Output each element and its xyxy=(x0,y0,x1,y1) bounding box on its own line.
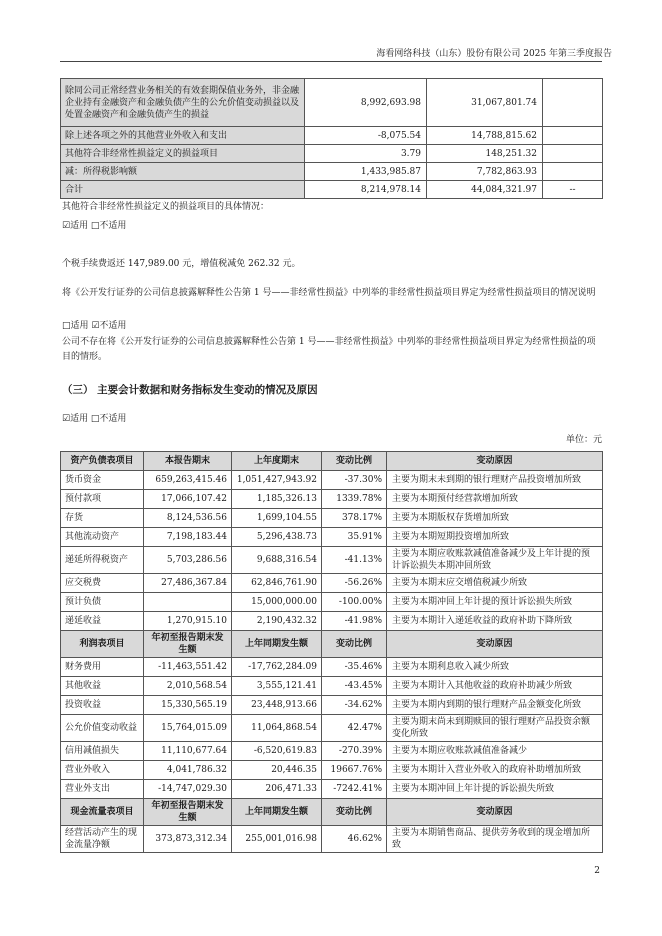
current-value xyxy=(144,593,232,612)
note xyxy=(543,163,603,181)
recurring-items-detail: 公司不存在将《公开发行证券的公司信息披露解释性公告第 1 号——非经常性损益》中列举的非经常性损益项目界定为经常性损益的项目的情形。 xyxy=(62,337,596,362)
page-number: 2 xyxy=(594,866,600,876)
prior-value: 1,185,326.13 xyxy=(232,490,322,509)
table-row xyxy=(61,490,603,509)
item: 存货 xyxy=(61,509,144,528)
table-row xyxy=(61,528,603,547)
page-header: 海看网络科技（山东）股份有限公司 2025 年第三季度报告 xyxy=(376,49,612,59)
ytd-value: 31,067,801.74 xyxy=(427,79,543,127)
non-recurring-table xyxy=(60,78,603,199)
current-value: 1,270,915.10 xyxy=(144,612,232,631)
other-items-applicable-choice: ☑适用 □不适用 xyxy=(62,221,127,231)
reason: 主要为本期应收账款减值准备减少 xyxy=(387,742,603,761)
change-pct: 19667.76% xyxy=(322,761,387,780)
item: 其他收益 xyxy=(61,677,144,696)
other-items-detail: 个税手续费返还 147,989.00 元，增值税减免 262.32 元。 xyxy=(62,259,301,269)
item: 货币资金 xyxy=(61,471,144,490)
prior-value: 3,555,121.41 xyxy=(232,677,322,696)
current-quarter-value: -8,075.54 xyxy=(305,127,427,145)
item: 信用减值损失 xyxy=(61,742,144,761)
table-row xyxy=(61,574,603,593)
table-row xyxy=(61,163,603,181)
ytd-value: 7,782,863.93 xyxy=(427,163,543,181)
col-header: 变动比例 xyxy=(322,452,387,471)
reason: 主要为本期利息收入减少所致 xyxy=(387,658,603,677)
prior-value: 9,688,316.54 xyxy=(232,547,322,574)
row-label: 除上述各项之外的其他营业外收入和支出 xyxy=(61,127,305,145)
item: 递延收益 xyxy=(61,612,144,631)
current-value: 5,703,286.56 xyxy=(144,547,232,574)
ytd-value: 148,251.32 xyxy=(427,145,543,163)
current-value: 11,110,677.64 xyxy=(144,742,232,761)
table-row xyxy=(61,145,603,163)
change-pct: -43.45% xyxy=(322,677,387,696)
table-row xyxy=(61,780,603,799)
note xyxy=(543,127,603,145)
current-quarter-value: 8,992,693.98 xyxy=(305,79,427,127)
ytd-value: 44,084,321.97 xyxy=(427,181,543,199)
current-value: -11,463,551.42 xyxy=(144,658,232,677)
current-quarter-value: 8,214,978.14 xyxy=(305,181,427,199)
col-header: 现金流量表项目 xyxy=(61,799,144,826)
table-row xyxy=(61,612,603,631)
item: 其他流动资产 xyxy=(61,528,144,547)
recurring-items-intro: 将《公开发行证券的公司信息披露解释性公告第 1 号——非经常性损益》中列举的非经常性损益项目界定为经常性损益项目的情况说明 xyxy=(62,288,596,298)
col-header: 年初至报告期末发生额 xyxy=(144,631,232,658)
item: 预付款项 xyxy=(61,490,144,509)
header-rule xyxy=(60,61,602,62)
note xyxy=(543,79,603,127)
current-value: 15,764,015.09 xyxy=(144,715,232,742)
item: 经营活动产生的现金流量净额 xyxy=(61,826,144,853)
current-value: 7,198,183.44 xyxy=(144,528,232,547)
col-header: 上年同期发生额 xyxy=(232,631,322,658)
change-pct: -56.26% xyxy=(322,574,387,593)
change-pct: -270.39% xyxy=(322,742,387,761)
reason: 主要为本期计入其他收益的政府补助减少所致 xyxy=(387,677,603,696)
reason: 主要为本期应收账款减值准备减少及上年计提的预计诉讼损失本期冲回所致 xyxy=(387,547,603,574)
col-header: 变动比例 xyxy=(322,799,387,826)
reason: 主要为本期计入递延收益的政府补助下降所致 xyxy=(387,612,603,631)
item: 应交税费 xyxy=(61,574,144,593)
current-value: 27,486,367.84 xyxy=(144,574,232,593)
col-header: 变动原因 xyxy=(387,799,603,826)
table-row xyxy=(61,677,603,696)
change-pct: 42.47% xyxy=(322,715,387,742)
row-label: 合计 xyxy=(61,181,305,199)
reason: 主要为本期冲回上年计提的预计诉讼损失所致 xyxy=(387,593,603,612)
prior-value: 11,064,868.54 xyxy=(232,715,322,742)
prior-value: 255,001,016.98 xyxy=(232,826,322,853)
current-value: 373,873,312.34 xyxy=(144,826,232,853)
reason: 主要为本期内到期的银行理财产品金额变化所致 xyxy=(387,696,603,715)
changes-table xyxy=(60,451,603,853)
prior-value: -6,520,619.83 xyxy=(232,742,322,761)
item: 投资收益 xyxy=(61,696,144,715)
current-value: -14,747,029.30 xyxy=(144,780,232,799)
ytd-value: 14,788,815.62 xyxy=(427,127,543,145)
change-pct: -41.13% xyxy=(322,547,387,574)
change-pct: 1339.78% xyxy=(322,490,387,509)
other-items-intro: 其他符合非经常性损益定义的损益项目的具体情况： xyxy=(62,202,270,212)
current-value: 8,124,536.56 xyxy=(144,509,232,528)
prior-value: 62,846,761.90 xyxy=(232,574,322,593)
change-pct: -37.30% xyxy=(322,471,387,490)
reason: 主要为本期末应交增值税减少所致 xyxy=(387,574,603,593)
table-row-total xyxy=(61,181,603,199)
col-header: 本报告期末 xyxy=(144,452,232,471)
row-label: 减：所得税影响额 xyxy=(61,163,305,181)
item: 公允价值变动收益 xyxy=(61,715,144,742)
current-quarter-value: 3.79 xyxy=(305,145,427,163)
note: -- xyxy=(543,181,603,199)
item: 营业外支出 xyxy=(61,780,144,799)
table-row xyxy=(61,547,603,574)
table-row xyxy=(61,715,603,742)
current-value: 15,330,565.19 xyxy=(144,696,232,715)
reason: 主要为期末未到期的银行理财产品投资增加所致 xyxy=(387,471,603,490)
reason: 主要为期末尚未到期赎回的银行理财产品投资余额变化所致 xyxy=(387,715,603,742)
col-header: 变动原因 xyxy=(387,452,603,471)
current-quarter-value: 1,433,985.87 xyxy=(305,163,427,181)
table-row xyxy=(61,696,603,715)
prior-value: 20,446.35 xyxy=(232,761,322,780)
col-header: 利润表项目 xyxy=(61,631,144,658)
prior-value: 206,471.33 xyxy=(232,780,322,799)
section-title: （三） 主要会计数据和财务指标发生变动的情况及原因 xyxy=(62,384,318,396)
reason: 主要为本期版权存货增加所致 xyxy=(387,509,603,528)
income-header-row xyxy=(61,631,603,658)
change-pct: -41.98% xyxy=(322,612,387,631)
row-label: 除同公司正常经营业务相关的有效套期保值业务外，非金融企业持有金融资产和金融负债产生的公允价值变动损益以及处置金融资产和金融负债产生的损益 xyxy=(61,79,305,127)
col-header: 年初至报告期末发生额 xyxy=(144,799,232,826)
table-row xyxy=(61,79,603,127)
table-row xyxy=(61,761,603,780)
section3-applicable-choice: ☑适用 □不适用 xyxy=(62,414,127,424)
table-row xyxy=(61,593,603,612)
change-pct: -100.00% xyxy=(322,593,387,612)
reason: 主要为本期短期投资增加所致 xyxy=(387,528,603,547)
item: 营业外收入 xyxy=(61,761,144,780)
change-pct: -34.62% xyxy=(322,696,387,715)
change-pct: -35.46% xyxy=(322,658,387,677)
prior-value: 23,448,913.66 xyxy=(232,696,322,715)
note xyxy=(543,145,603,163)
prior-value: 1,699,104.55 xyxy=(232,509,322,528)
table-row xyxy=(61,127,603,145)
reason: 主要为本期冲回上年计提的诉讼损失所致 xyxy=(387,780,603,799)
current-value: 659,263,415.46 xyxy=(144,471,232,490)
current-value: 4,041,786.32 xyxy=(144,761,232,780)
balance-header-row xyxy=(61,452,603,471)
reason: 主要为本期预付经营款增加所致 xyxy=(387,490,603,509)
recurring-items-applicable-choice: □适用 ☑不适用 xyxy=(62,321,127,331)
item: 递延所得税资产 xyxy=(61,547,144,574)
table-row xyxy=(61,509,603,528)
table-row xyxy=(61,826,603,853)
prior-value: -17,762,284.09 xyxy=(232,658,322,677)
change-pct: 35.91% xyxy=(322,528,387,547)
col-header: 变动原因 xyxy=(387,631,603,658)
prior-value: 5,296,438.73 xyxy=(232,528,322,547)
reason: 主要为本期销售商品、提供劳务收到的现金增加所致 xyxy=(387,826,603,853)
change-pct: 378.17% xyxy=(322,509,387,528)
reason: 主要为本期计入营业外收入的政府补助增加所致 xyxy=(387,761,603,780)
col-header: 上年度期末 xyxy=(232,452,322,471)
item: 预计负债 xyxy=(61,593,144,612)
unit-label: 单位：元 xyxy=(565,435,602,445)
col-header: 资产负债表项目 xyxy=(61,452,144,471)
item: 财务费用 xyxy=(61,658,144,677)
current-value: 2,010,568.54 xyxy=(144,677,232,696)
table-row xyxy=(61,658,603,677)
row-label: 其他符合非经常性损益定义的损益项目 xyxy=(61,145,305,163)
table-row xyxy=(61,742,603,761)
table-row xyxy=(61,471,603,490)
change-pct: 46.62% xyxy=(322,826,387,853)
change-pct: -7242.41% xyxy=(322,780,387,799)
cashflow-header-row xyxy=(61,799,603,826)
current-value: 17,066,107.42 xyxy=(144,490,232,509)
prior-value: 1,051,427,943.92 xyxy=(232,471,322,490)
prior-value: 2,190,432.32 xyxy=(232,612,322,631)
prior-value: 15,000,000.00 xyxy=(232,593,322,612)
col-header: 变动比例 xyxy=(322,631,387,658)
col-header: 上年同期发生额 xyxy=(232,799,322,826)
